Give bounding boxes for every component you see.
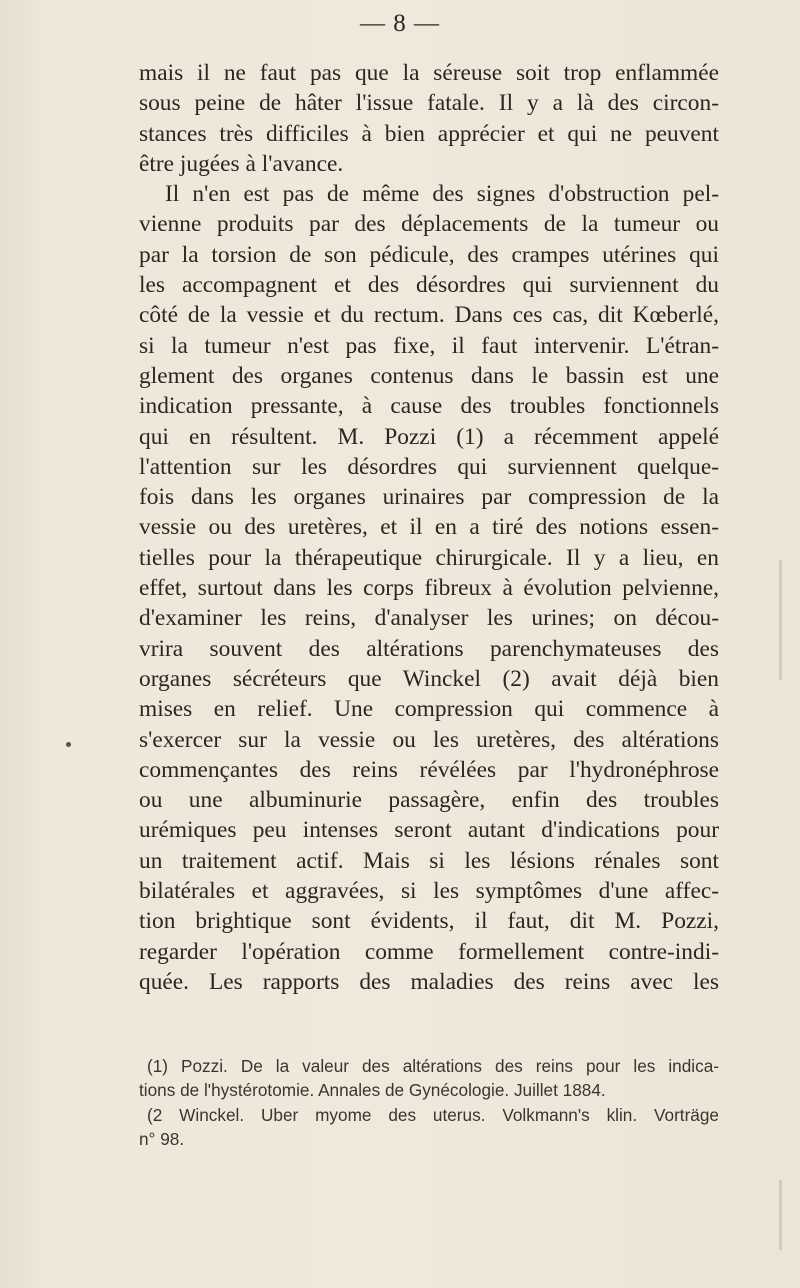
text-line: ou une albuminurie passagère, enfin des troubles <box>139 787 719 814</box>
text-line: tielles pour la thérapeutique chirurgicale. Il y a lieu, en <box>139 544 719 571</box>
text-line: bilatérales et aggravées, si les symptômes d'une affec- <box>139 878 719 905</box>
text-line: par la torsion de son pédicule, des crampes utérines qui <box>139 241 719 268</box>
text-line: quée. Les rapports des maladies des reins avec les <box>139 968 719 995</box>
text-line: vrira souvent des altérations parenchymateuses des <box>139 635 719 662</box>
text-line: tion brightique sont évidents, il faut, dit M. Pozzi, <box>139 908 719 935</box>
text-line: un traitement actif. Mais si les lésions rénales sont <box>139 847 719 874</box>
text-line: glement des organes contenus dans le bassin est une <box>139 362 719 389</box>
footnote-line: n° 98. <box>139 1129 185 1150</box>
text-line: l'attention sur les désordres qui surviennent quelque- <box>139 453 719 480</box>
text-line: qui en résultent. M. Pozzi (1) a récemment appelé <box>139 423 719 450</box>
footnote-line: (1) Pozzi. De la valeur des altérations des reins pour les indica- <box>147 1056 719 1076</box>
text-line: vienne produits par des déplacements de la tumeur ou <box>139 211 719 238</box>
main-text <box>139 58 719 997</box>
text-line: Il n'en est pas de même des signes d'obstruction pel- <box>165 181 719 208</box>
page-number: — 8 — <box>360 10 440 37</box>
text-line: stances très difficiles à bien apprécier et qui ne peuvent <box>139 120 719 147</box>
footnotes <box>139 1054 719 1152</box>
text-line: s'exercer sur la vessie ou les uretères, des altérations <box>139 726 719 753</box>
text-line: sous peine de hâter l'issue fatale. Il y a là des circon- <box>139 90 719 117</box>
text-line: mais il ne faut pas que la séreuse soit trop enflammée <box>139 60 719 86</box>
text-line: être jugées à l'avance. <box>139 150 344 177</box>
text-line: fois dans les organes urinaires par compression de la <box>139 484 719 511</box>
footnote-line: tions de l'hystérotomie. Annales de Gynécologie. Juillet 1884. <box>139 1080 606 1101</box>
text-line: d'examiner les reins, d'analyser les urines; on décou- <box>139 605 719 632</box>
margin-dot-mark <box>66 742 71 747</box>
text-line: regarder l'opération comme formellement contre-indi- <box>139 938 719 965</box>
text-line: urémiques peu intenses seront autant d'indications pour <box>139 817 719 844</box>
text-line: côté de la vessie et du rectum. Dans ces cas, dit Kœberlé, <box>139 302 719 329</box>
text-line: effet, surtout dans les corps fibreux à évolution pelvienne, <box>139 575 719 602</box>
text-line: organes sécréteurs que Winckel (2) avait déjà bien <box>139 665 719 692</box>
footnote-line: (2 Winckel. Uber myome des uterus. Volkmann's klin. Vorträge <box>147 1104 719 1125</box>
text-line: les accompagnent et des désordres qui surviennent du <box>139 272 719 299</box>
text-line: vessie ou des uretères, et il en a tiré des notions essen- <box>139 514 719 541</box>
text-line: si la tumeur n'est pas fixe, il faut intervenir. L'étran- <box>139 332 719 359</box>
text-line: indication pressante, à cause des troubles fonctionnels <box>139 393 719 420</box>
text-line: commençantes des reins révélées par l'hydronéphrose <box>139 756 719 783</box>
page-edge-mark <box>779 1180 782 1250</box>
page-edge-mark <box>779 560 782 680</box>
text-line: mises en relief. Une compression qui commence à <box>139 696 719 723</box>
